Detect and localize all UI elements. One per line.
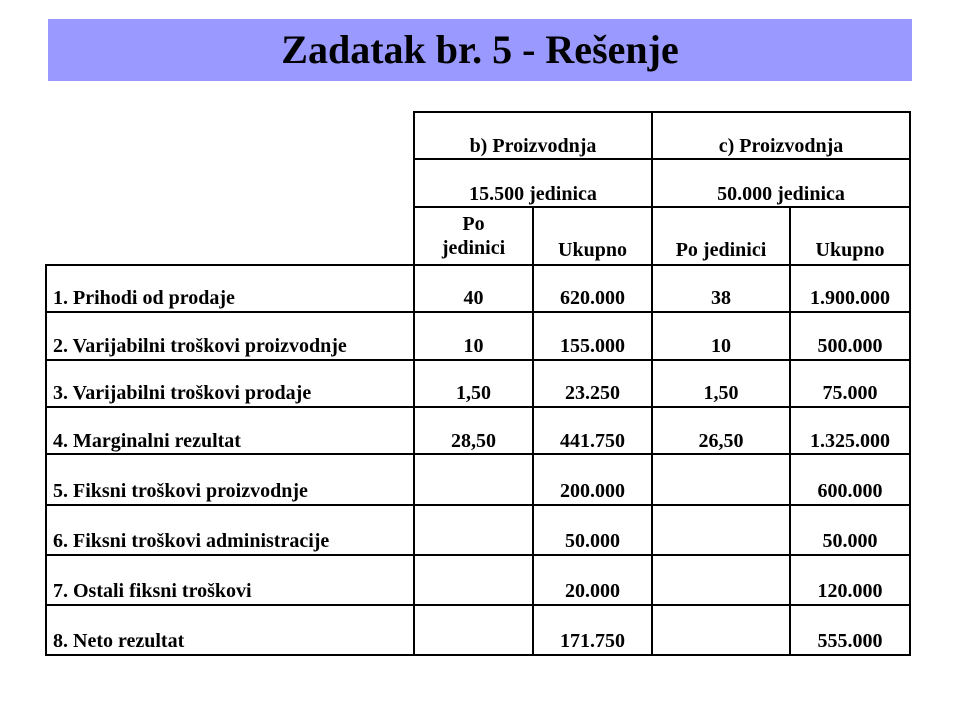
c-total-value: 500.000 [817, 335, 883, 357]
column-header-b-unit [415, 210, 532, 262]
units-header-b: 15.500 jedinica [469, 183, 597, 205]
c-unit-value [653, 479, 789, 503]
row-label: 1. Prihodi od prodaje [53, 287, 235, 309]
table-rule [413, 111, 911, 113]
column-header-b-unit-line2: jedinici [441, 237, 506, 259]
table-rule [45, 406, 911, 408]
table-rule [45, 453, 911, 455]
c-unit-value: 26,50 [698, 430, 744, 452]
b-unit-value: 10 [463, 335, 484, 357]
b-total-value: 200.000 [560, 480, 625, 502]
c-unit-value [653, 529, 789, 553]
table-rule [45, 554, 911, 556]
column-header-c-unit: Po jedinici [675, 239, 767, 261]
table-rule [45, 654, 911, 656]
row-label: 8. Neto rezultat [53, 630, 185, 652]
group-header-b: b) Proizvodnja [469, 135, 597, 157]
c-total-value: 75.000 [822, 382, 878, 404]
row-label: 7. Ostali fiksni troškovi [53, 580, 252, 602]
b-total-value: 20.000 [565, 580, 620, 602]
c-total-value: 50.000 [822, 530, 878, 552]
table-rule [413, 206, 911, 208]
column-header-b-unit-line1: Po [462, 213, 485, 235]
c-unit-value [653, 579, 789, 603]
table-rule [909, 111, 911, 656]
group-header-c: c) Proizvodnja [718, 135, 844, 157]
column-header-b-total: Ukupno [558, 239, 627, 261]
row-label: 2. Varijabilni troškovi proizvodnje [53, 335, 347, 357]
c-unit-value: 10 [711, 335, 731, 357]
slide-title: Zadatak br. 5 - Rešenje [281, 27, 679, 72]
b-unit-value [415, 529, 532, 553]
table-rule [45, 264, 911, 266]
row-label: 5. Fiksni troškovi proizvodnje [53, 480, 308, 502]
c-total-value: 600.000 [817, 480, 883, 502]
table-rule [45, 359, 911, 361]
b-unit-value [415, 479, 532, 503]
b-total-value: 23.250 [565, 382, 620, 404]
row-label: 4. Marginalni rezultat [53, 430, 241, 452]
b-total-value: 620.000 [560, 287, 625, 309]
c-total-value: 555.000 [817, 630, 883, 652]
c-total-value: 120.000 [817, 580, 883, 602]
b-total-value: 171.750 [560, 630, 625, 652]
row-label: 3. Varijabilni troškovi prodaje [53, 382, 312, 404]
c-unit-value: 1,50 [703, 382, 739, 404]
c-unit-value [653, 629, 789, 653]
b-total-value: 441.750 [560, 430, 625, 452]
column-header-c-total: Ukupno [815, 239, 885, 261]
b-unit-value [415, 629, 532, 653]
row-label: 6. Fiksni troškovi administracije [53, 530, 330, 552]
b-unit-value [415, 579, 532, 603]
table-rule [45, 311, 911, 313]
table-rule [413, 158, 911, 160]
units-header-c: 50.000 jedinica [717, 183, 845, 205]
c-total-value: 1.325.000 [810, 430, 890, 452]
b-total-value: 155.000 [560, 335, 625, 357]
b-unit-value: 1,50 [456, 382, 491, 404]
b-total-value: 50.000 [565, 530, 620, 552]
table-rule [45, 504, 911, 506]
table-rule [45, 604, 911, 606]
b-unit-value: 28,50 [451, 430, 496, 452]
c-unit-value: 38 [711, 287, 731, 309]
c-total-value: 1.900.000 [810, 287, 890, 309]
b-unit-value: 40 [463, 287, 484, 309]
